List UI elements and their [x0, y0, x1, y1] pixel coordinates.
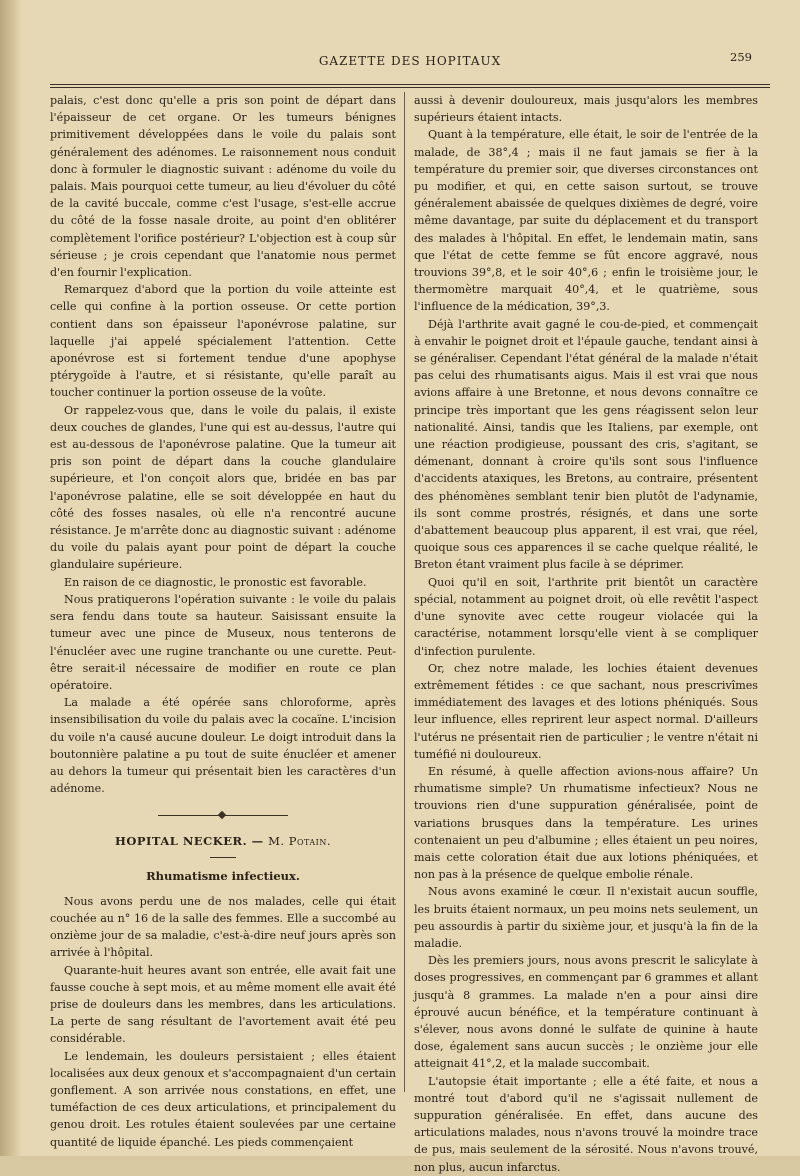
left-column — [50, 92, 396, 1151]
paragraph: En raison de ce diagnostic, le pronostic est favorable. — [64, 575, 367, 589]
section-heading — [50, 833, 396, 850]
paragraph: L'autopsie était importante ; elle a été faite, et nous a montré tout d'abord qu'il ne s'agissait nullement de suppuration généralisée. En effet, dans aucune des articulations malades, nous n'avons trouvé la moindre trace de pus, mais seulement de la sérosité. Nous n'avons trouvé, non plus, aucun infarctus. — [414, 1074, 758, 1174]
header-rule — [50, 84, 770, 88]
paragraph: Or, chez notre malade, les lochies étaient devenues extrêmement fétides : ce que sachant, nous prescrivîmes immédiatement des lavages et des lotions phéniqués. Sous leur influence, elles reprirent leur aspect normal. D'ailleurs l'utérus ne présentait rien de particulier ; le ventre n'était ni tuméfié ni douloureux. — [414, 661, 758, 761]
paragraph: Quant à la température, elle était, le soir de l'entrée de la malade, de 38°,4 ; mais il ne faut jamais se fier à la température du premier soir, que diverses circonstances ont pu modifier, et qui, en cette saison surtout, se trouve généralement abaissée de quelques dixièmes de degré, voire même davantage, par suite du déplacement et du transport des malades à l'hôpital. En effet, le lendemain matin, sans que l'état de cette femme se fût encore aggravé, nous trouvions 39°,8, et le soir 40°,6 ; enfin le troisième jour, le thermomètre marquait 40°,4, et le quatrième, sous l'influence de la médication, 39°,3. — [414, 128, 758, 314]
speaker-name: M. Potain. — [268, 834, 331, 849]
paragraph: Remarquez d'abord que la portion du voile atteinte est celle qui confine à la portion osseuse. Or cette portion contient dans son épaisseur l'aponévrose palatine, sur laquelle j'ai appelé spécialement l'attention. Cette aponévrose est si fortement tendue d'une apophyse ptérygoïde à l'autre, et si résistante, qu'elle paraît au toucher continuer la portion osseuse de la voûte. — [50, 283, 396, 400]
page-header — [50, 52, 770, 76]
paragraph: Déjà l'arthrite avait gagné le cou-de-pied, et commençait à envahir le poignet droit et l'épaule gauche, tendant ainsi à se généraliser. Cependant l'état général de la malade n'était pas celui des rhumatisants aigus. Mais il est vrai que nous avions affaire à une Bretonne, et nous devons connaître ce principe très important que les gens réagissent selon leur nationalité. Ainsi, tandis que les Italiens, par exemple, ont une réaction prodigieuse, poussant des cris, s'agitant, se démenant, donnant à croire qu'ils sont sous l'influence d'accidents ataxiques, les Bretons, au contraire, présentent des phénomènes semblant tenir bien plutôt de l'adynamie, ils sont comme prostrés, résignés, et dans une sorte d'abattement beaucoup plus apparent, il est vrai, que réel, quoique sous ces apparences il se cache quelque réalité, le Breton étant vraiment plus facile à se déprimer. — [414, 317, 758, 572]
journal-title: GAZETTE DES HOPITAUX — [318, 54, 502, 68]
paragraph: La malade a été opérée sans chloroforme, après insensibilisation du voile du palais avec la cocaïne. L'incision du voile n'a causé aucune douleur. Le doigt introduit dans la boutonnière palatine a pu tout de suite énucléer et amener au dehors la tumeur qui présentait bien les caractères d'un adénome. — [50, 696, 396, 796]
paragraph: En résumé, à quelle affection avions-nous affaire? Un rhumatisme simple? Un rhumatisme infectieux? Nous ne trouvions rien d'une suppuration généralisée, point de variations brusques dans la température. Les urines contenaient un peu d'albumine ; elles étaient un peu noires, mais cette coloration était due aux lotions phéniquées, et non pas à la présence de quelque embolie rénale. — [414, 764, 758, 882]
paragraph: aussi à devenir douloureux, mais jusqu'alors les membres supérieurs étaient intacts. — [414, 94, 758, 125]
paragraph: Quarante-huit heures avant son entrée, elle avait fait une fausse couche à sept mois, et au même moment elle avait été prise de douleurs dans les membres, dans les articulations. La perte de sang résultant de l'avortement avait été peu considérable. — [50, 963, 396, 1046]
paragraph: Dès les premiers jours, nous avons prescrit le salicylate à doses progressives, en commençant par 6 grammes et allant jusqu'à 8 grammes. La malade n'en a pour ainsi dire éprouvé aucun bénéfice, et la température continuant à s'élever, nous avons donné le sulfate de quinine à haute dose, également sans aucun succès ; le onzième jour elle atteignait 41°,2, et la malade succombait. — [414, 954, 758, 1071]
paragraph: Nous avons perdu une de nos malades, celle qui était couchée au n° 16 de la salle des femmes. Elle a succombé au onzième jour de sa maladie, c'est-à-dire neuf jours après son arrivée à l'hôpital. — [50, 894, 396, 960]
page-number: 259 — [730, 50, 752, 64]
paragraph: Nous avons examiné le cœur. Il n'existait aucun souffle, les bruits étaient normaux, un peu moins nets seulement, un peu assourdis à partir du sixième jour, et jusqu'à la fin de la maladie. — [414, 885, 758, 950]
paragraph: Le lendemain, les douleurs persistaient ; elles étaient localisées aux deux genoux et s'accompagnaient d'un certain gonflement. A son arrivée nous constations, en effet, une tuméfaction de ces deux articulations, et principalement du genou droit. Les rotules étaient soulevées par une certaine quantité de liquide épanché. Les pieds commençaient — [50, 1049, 396, 1149]
hospital-name: HOPITAL NECKER. — — [115, 834, 264, 849]
paragraph: Quoi qu'il en soit, l'arthrite prit bientôt un caractère spécial, notamment au poignet droit, où elle revêtit l'aspect d'une synovite avec cette rougeur violacée qui la caractérise, notamment lorsqu'elle vient à se compliquer d'infection purulente. — [414, 575, 758, 658]
right-column — [414, 92, 758, 1176]
paragraph: palais, c'est donc qu'elle a pris son point de départ dans l'épaisseur de cet organe. Or les tumeurs bénignes primitivement développées dans le voile du palais sont généralement des adénomes. Le raisonnement nous conduit donc à formuler le diagnostic suivant : adénome du voile du palais. Mais pourquoi cette tumeur, au lieu d'évoluer du côté de la cavité buccale, comme c'est l'usage, s'est-elle accrue du côté de la fosse nasale droite, au point d'en oblitérer complètement l'orifice postérieur? L'objection est à coup sûr sérieuse ; je crois cependant que l'anatomie nous permet d'en fournir l'explication. — [50, 94, 396, 280]
short-divider — [210, 857, 236, 858]
column-divider — [404, 92, 405, 1092]
article-subtitle: Rhumatisme infectieux. — [146, 868, 300, 883]
section-ornament — [158, 811, 288, 819]
paragraph: Nous pratiquerons l'opération suivante : le voile du palais sera fendu dans toute sa hauteur. Saisissant ensuite la tumeur avec une pince de Museux, nous tenterons de l'énucléer avec une rugine tranchante ou une curette. Peut-être serait-il nécessaire de modifier en route ce plan opératoire. — [50, 592, 396, 692]
binding-gutter — [0, 0, 22, 1156]
paragraph: Or rappelez-vous que, dans le voile du palais, il existe deux couches de glandes, l'une qui est au-dessus, l'autre qui est au-dessous de l'aponévrose palatine. Que la tumeur ait pris son point de départ dans la couche glandulaire supérieure, et l'on conçoit alors que, bridée en bas par l'aponévrose palatine, elle se soit développée en haut du côté des fosses nasales, où elle n'a rencontré aucune résistance. Je m'arrête donc au diagnostic suivant : adénome du voile du palais ayant pour point de départ la couche glandulaire supérieure. — [50, 403, 396, 572]
